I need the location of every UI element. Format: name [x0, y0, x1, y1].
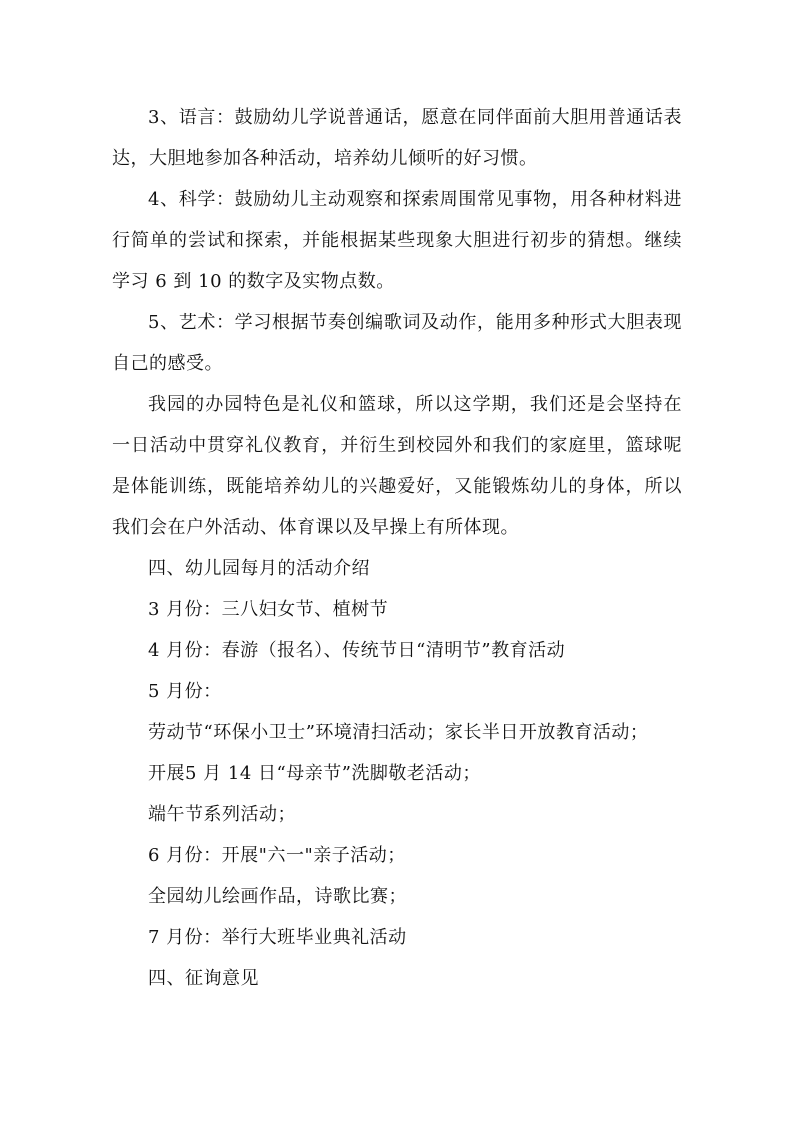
paragraph-science-goal: 4、科学：鼓励幼儿主动观察和探索周围常见事物，用各种材料进行简单的尝试和探索，并能根据某些现象大胆进行初步的猜想。继续学习 6 到 10 的数字及实物点数。	[112, 189, 682, 292]
list-item-april: 4 月份：春游（报名）、传统节日“清明节”教育活动	[148, 640, 566, 661]
list-item-may-mothers-day: 开展5 月 14 日“母亲节”洗脚敬老活动；	[148, 763, 481, 784]
section-heading-feedback: 四、征询意见	[148, 968, 259, 989]
list-item-may-dragon-boat: 端午节系列活动；	[148, 804, 296, 825]
document-body	[112, 97, 682, 999]
list-item-july: 7 月份：举行大班毕业典礼活动	[148, 927, 407, 948]
paragraph-school-features: 我园的办园特色是礼仪和篮球，所以这学期，我们还是会坚持在一日活动中贯穿礼仪教育，并衍生到校园外和我们的家庭里，篮球呢是体能训练，既能培养幼儿的兴趣爱好，又能锻炼幼儿的身体，所以我们会在户外活动、体育课以及早操上有所体现。	[112, 394, 682, 538]
list-item-may-labor-day: 劳动节“环保小卫士”环境清扫活动；家长半日开放教育活动；	[148, 722, 649, 743]
list-item-march: 3 月份：三八妇女节、植树节	[148, 599, 389, 620]
paragraph-language-goal: 3、语言：鼓励幼儿学说普通话，愿意在同伴面前大胆用普通话表达，大胆地参加各种活动，培养幼儿倾听的好习惯。	[112, 107, 682, 169]
section-heading-monthly-activities: 四、幼儿园每月的活动介绍	[148, 558, 370, 579]
list-item-june-art-contest: 全园幼儿绘画作品，诗歌比赛；	[148, 886, 407, 907]
list-item-june: 6 月份：开展"六一"亲子活动；	[148, 845, 406, 866]
paragraph-art-goal: 5、艺术：学习根据节奏创编歌词及动作，能用多种形式大胆表现自己的感受。	[112, 312, 682, 374]
list-item-may: 5 月份：	[148, 681, 222, 702]
